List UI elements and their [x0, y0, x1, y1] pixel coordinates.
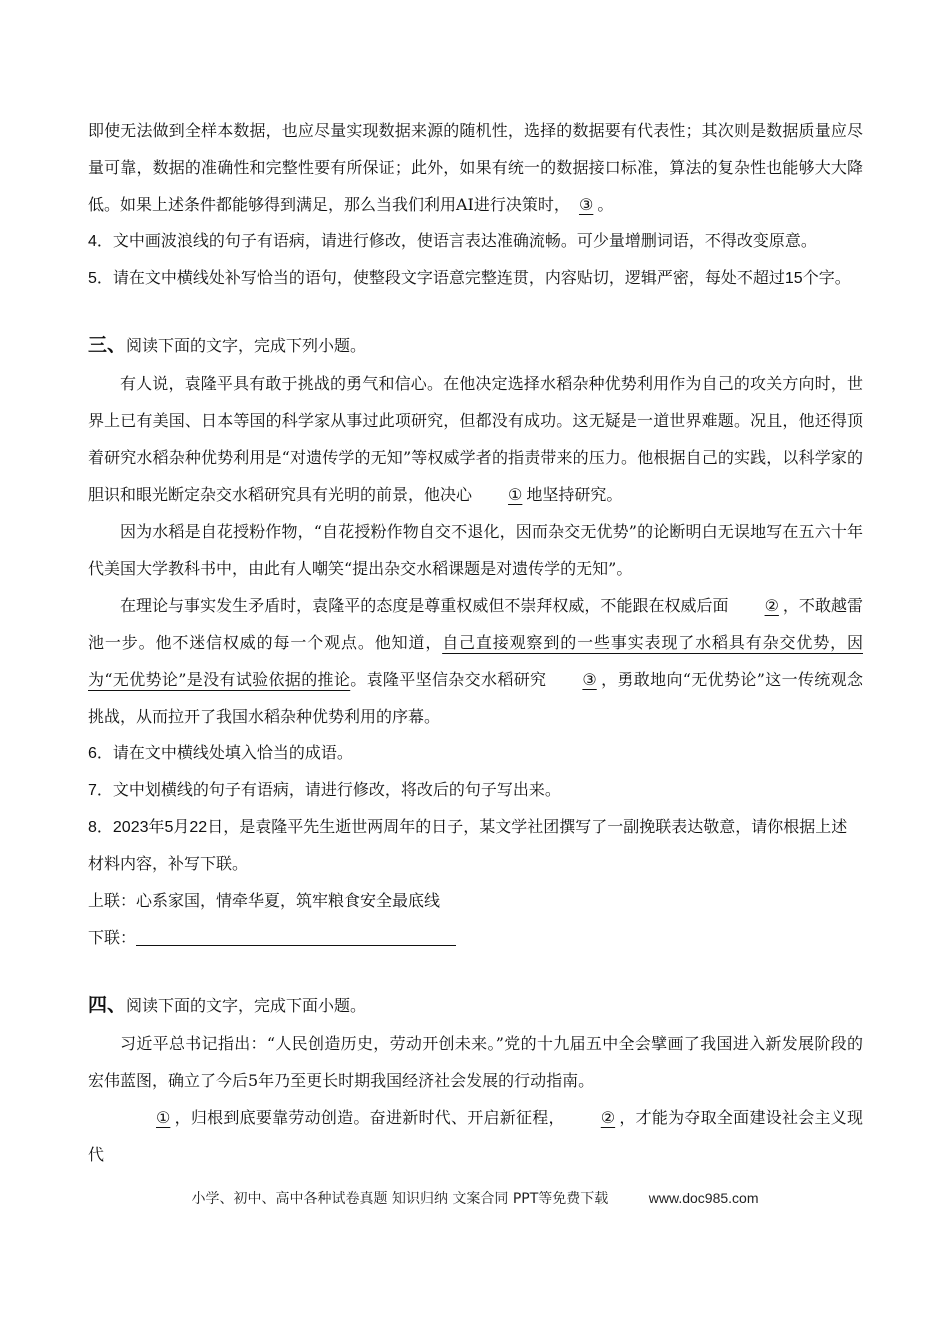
question-6: 6．请在文中横线处填入恰当的成语。 [88, 745, 353, 762]
blank-1: ① [156, 1108, 171, 1127]
question-7: 7．文中划横线的句子有语病，请进行修改，将改后的句子写出来。 [88, 782, 561, 799]
section-3-paragraph-1: 有人说，袁隆平具有敢于挑战的勇气和信心。在他决定选择水稻杂种优势利用作为自己的攻关方向时，世界上已有美国、日本等国的科学家从事过此项研究，但都没有成功。这无疑是一道世界难题。况且，他还得顶着研究水稻杂种优势利用是“对遗传学的无知”等权威学者的指责带来的压力。他根据自己的实践，以科学家的胆识和眼光断定杂交水稻研究具有光明的前景，他决心 ① 地坚持研究。 [88, 365, 863, 513]
section-4-paragraph-2: ① ，归根到底要靠劳动创造。奋进新时代、开启新征程， ② ，才能为夺取全面建设社会主义现代 [88, 1099, 863, 1173]
footer-text: 小学、初中、高中各种试卷真题 知识归纳 文案合同 PPT等免费下载 [191, 1191, 609, 1207]
page-footer [0, 1188, 950, 1208]
blank-3: ③ [578, 195, 594, 214]
upper-couplet: 上联：心系家国，情牵华夏，筑牢粮食安全最底线 [88, 893, 441, 910]
blank-2: ② [600, 1108, 616, 1127]
section-4-paragraph-1: 习近平总书记指出：“人民创造历史，劳动开创未来。”党的十九届五中全会擘画了我国进入新发展阶段的宏伟蓝图，确立了今后5年乃至更长时期我国经济社会发展的行动指南。 [88, 1034, 863, 1090]
document-body [88, 112, 863, 1173]
paragraph-data-quality: 即使无法做到全样本数据，也应尽量实现数据来源的随机性，选择的数据要有代表性；其次则是数据质量应尽量可靠，数据的准确性和完整性要有所保证；此外，如果有统一的数据接口标准，算法的复杂性也能够大大降低。如果上述条件都能够得到满足，那么当我们利用AI进行决策时， ③ 。 [88, 112, 863, 223]
section-3-paragraph-2: 因为水稻是自花授粉作物，“自花授粉作物自交不退化，因而杂交无优势”的论断明白无误地写在五六十年代美国大学教科书中，由此有人嘲笑“提出杂交水稻课题是对遗传学的无知”。 [88, 522, 863, 578]
answer-line [136, 927, 456, 946]
section-3-paragraph-3: 在理论与事实发生矛盾时，袁隆平的态度是尊重权威但不崇拜权威，不能跟在权威后面 ② ，不敢越雷池一步。他不迷信权威的每一个观点。他知道，自己直接观察到的一些事实表现了水稻具有杂交优势，因为“无优势论”是没有试验依据的推论。袁隆平坚信杂交水稻研究 ③ ，勇敢地向“无优势论”这一传统观念挑战，从而拉开了我国水稻杂种优势利用的序幕。 [88, 587, 863, 735]
blank-3: ③ [582, 670, 597, 689]
question-8: 8．2023年5月22日，是袁隆平先生逝世两周年的日子，某文学社团撰写了一副挽联表达敬意，请你根据上述材料内容，补写下联。 [88, 819, 848, 873]
question-5: 5．请在文中横线处补写恰当的语句，使整段文字语意完整连贯，内容贴切，逻辑严密，每处不超过15个字。 [88, 270, 851, 287]
blank-2: ② [764, 596, 779, 615]
lower-couplet: 下联： [88, 920, 863, 957]
section-4-heading: 四、阅读下面的文字，完成下面小题。 [88, 995, 367, 1016]
section-3-heading: 三、阅读下面的文字，完成下列小题。 [88, 335, 367, 356]
underlined-sentence: 自己直接观察到的一些事实表现了水稻具有杂交优势，因为“无优势论”是没有试验依据的推论 [88, 633, 863, 689]
blank-1: ① [508, 485, 523, 504]
footer-link[interactable]: www.doc985.com [648, 1190, 759, 1206]
question-4: 4．文中画波浪线的句子有语病，请进行修改，使语言表达准确流畅。可少量增删词语，不得改变原意。 [88, 233, 817, 250]
